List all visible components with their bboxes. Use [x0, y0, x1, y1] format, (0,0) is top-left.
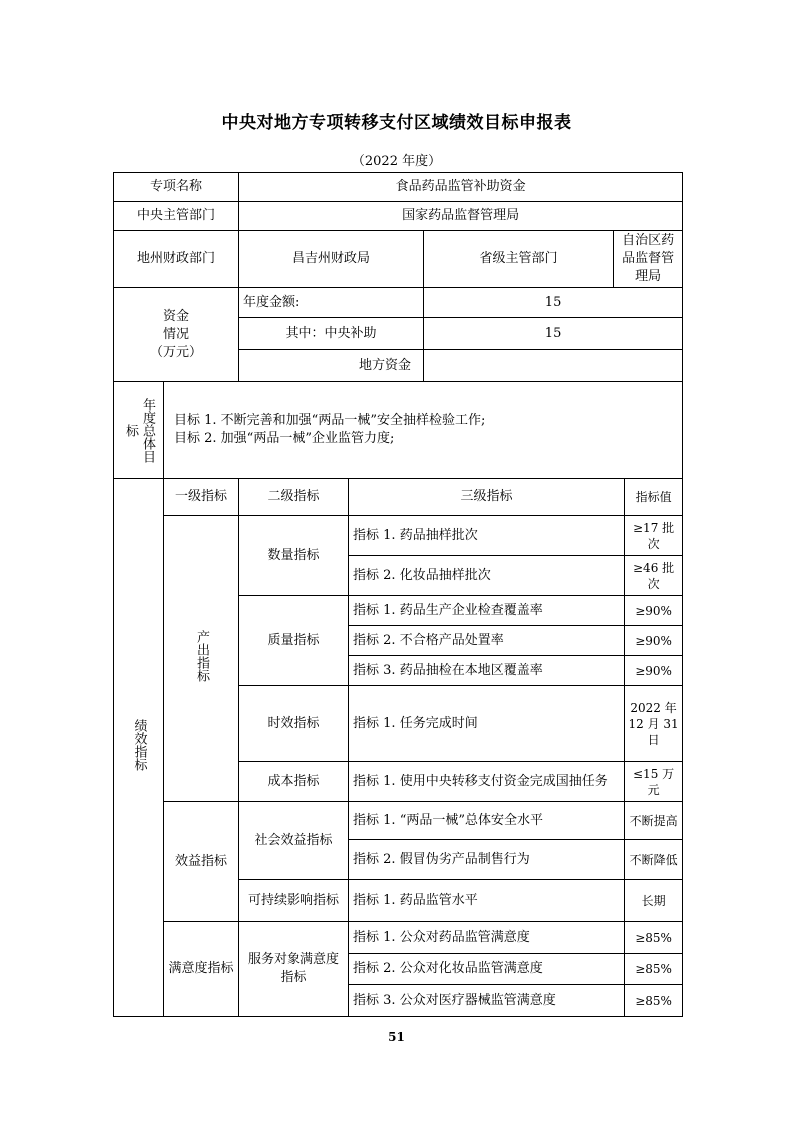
prefecture-finance-value: 昌吉州财政局 [239, 231, 424, 288]
indicator-l2: 时效指标 [239, 686, 349, 762]
project-name-label: 专项名称 [114, 173, 239, 202]
year-subtitle: （2022 年度） [351, 154, 442, 169]
central-dept-value: 国家药品监督管理局 [239, 202, 683, 231]
local-funds-value [424, 350, 683, 382]
indicator-value: 2022 年 12 月 31 日 [625, 686, 683, 762]
indicator-value: ≥46 批次 [625, 556, 683, 596]
central-dept-label: 中央主管部门 [114, 202, 239, 231]
output-indicators-label: 产出指标 [164, 516, 239, 802]
local-funds-label: 地方资金 [239, 350, 424, 382]
indicator-l2: 可持续影响指标 [239, 880, 349, 922]
goals-label-a: 标 [123, 423, 138, 437]
funds-label-line2: 情况 [163, 326, 190, 342]
indicator-value: ≥85% [625, 954, 683, 985]
indicator-value: ≥90% [625, 626, 683, 656]
funds-label-line1: 资金 [163, 308, 190, 324]
indicator-l3: 指标 1. 使用中央转移支付资金完成国抽任务 [349, 762, 625, 802]
prefecture-finance-label: 地州财政部门 [114, 231, 239, 288]
satisfaction-indicators-label: 满意度指标 [164, 922, 239, 1017]
annual-goals-label [114, 382, 164, 479]
indicator-l3: 指标 1. 药品抽样批次 [349, 516, 625, 556]
indicator-l2: 质量指标 [239, 596, 349, 686]
col-header-level1: 一级指标 [164, 479, 239, 516]
indicator-l3: 指标 1. 任务完成时间 [349, 686, 625, 762]
annual-amount-value: 15 [424, 288, 683, 318]
page-number: 51 [388, 1030, 405, 1044]
central-subsidy-label: 其中：中央补助 [239, 318, 424, 350]
col-header-level3: 三级指标 [349, 479, 625, 516]
benefit-indicators-label: 效益指标 [164, 802, 239, 922]
indicator-l3: 指标 1. “两品一械”总体安全水平 [349, 802, 625, 840]
indicator-l3: 指标 3. 公众对医疗器械监管满意度 [349, 985, 625, 1017]
indicator-l3: 指标 2. 公众对化妆品监管满意度 [349, 954, 625, 985]
indicator-l2: 服务对象满意度指标 [239, 922, 349, 1017]
indicator-value: ≤15 万元 [625, 762, 683, 802]
indicator-value: 长期 [625, 880, 683, 922]
goal-item-1: 目标 1. 不断完善和加强“两品一械”安全抽样检验工作; [174, 413, 486, 428]
goals-label-b: 年度总体目 [140, 397, 155, 463]
indicator-l3: 指标 3. 药品抽检在本地区覆盖率 [349, 656, 625, 686]
indicator-l3: 指标 1. 药品监管水平 [349, 880, 625, 922]
indicator-l2: 成本指标 [239, 762, 349, 802]
project-name-value: 食品药品监管补助资金 [239, 173, 683, 202]
indicator-value: 不断提高 [625, 802, 683, 840]
indicator-l2: 数量指标 [239, 516, 349, 596]
funds-label-line3: （万元） [150, 344, 203, 360]
col-header-level2: 二级指标 [239, 479, 349, 516]
col-header-value: 指标值 [625, 479, 683, 516]
provincial-dept-value: 自治区药品监督管理局 [614, 231, 683, 288]
funds-label [114, 288, 239, 382]
indicator-value: 不断降低 [625, 840, 683, 880]
indicator-l2: 社会效益指标 [239, 802, 349, 880]
central-subsidy-value: 15 [424, 318, 683, 350]
annual-goals-content [164, 382, 683, 479]
indicator-l3: 指标 1. 药品生产企业检查覆盖率 [349, 596, 625, 626]
indicator-l3: 指标 1. 公众对药品监管满意度 [349, 922, 625, 954]
indicator-value: ≥90% [625, 596, 683, 626]
indicator-value: ≥90% [625, 656, 683, 686]
indicator-value: ≥17 批次 [625, 516, 683, 556]
performance-indicators-label: 绩效指标 [114, 479, 164, 1017]
indicator-value: ≥85% [625, 985, 683, 1017]
performance-form-table [113, 172, 683, 1017]
page-title: 中央对地方专项转移支付区域绩效目标申报表 [221, 113, 572, 133]
annual-amount-label: 年度金额: [239, 288, 424, 318]
goal-item-2: 目标 2. 加强“两品一械”企业监管力度; [174, 431, 395, 446]
indicator-l3: 指标 2. 假冒伪劣产品制售行为 [349, 840, 625, 880]
provincial-dept-label: 省级主管部门 [424, 231, 614, 288]
indicator-value: ≥85% [625, 922, 683, 954]
indicator-l3: 指标 2. 化妆品抽样批次 [349, 556, 625, 596]
indicator-l3: 指标 2. 不合格产品处置率 [349, 626, 625, 656]
